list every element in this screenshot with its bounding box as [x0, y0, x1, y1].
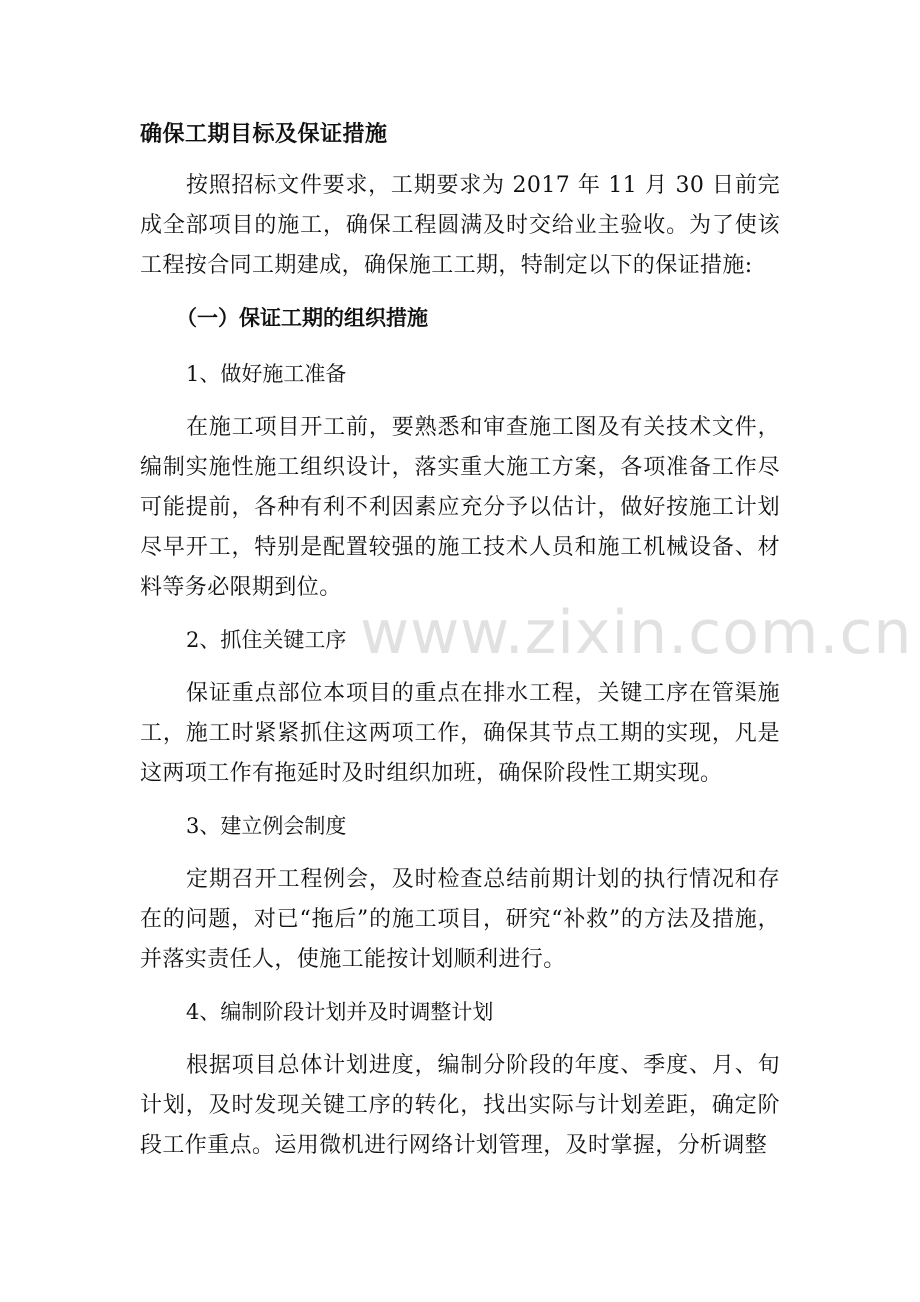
item-body-3: 定期召开工程例会，及时检查总结前期计划的执行情况和存在的问题，对已“拖后”的施工项目，研究“补救”的方法及措施，并落实责任人，使施工能按计划顺利进行。 [140, 867, 780, 972]
item-body-1: 在施工项目开工前，要熟悉和审查施工图及有关技术文件，编制实施性施工组织设计，落实重大施工方案，各项准备工作尽可能提前，各种有利不利因素应充分予以估计，做好按施工计划尽早开工，特别是配置较强的施工技术人员和施工机械设备、材料等务必限期到位。 [140, 415, 780, 600]
item-body-4: 根据项目总体计划进度，编制分阶段的年度、季度、月、旬计划，及时发现关键工序的转化，找出实际与计划差距，确定阶段工作重点。运用微机进行网络计划管理，及时掌握，分析调整 [140, 1053, 780, 1158]
item-heading-4: 4、编制阶段计划并及时调整计划 [186, 1000, 494, 1024]
item-heading-3: 3、建立例会制度 [186, 814, 347, 838]
section-heading: （一）保证工期的组织措施 [176, 306, 428, 330]
document-title: 确保工期目标及保证措施 [140, 122, 388, 147]
intro-paragraph: 按照招标文件要求，工期要求为 2017 年 11 月 30 日前完成全部项目的施工，确保工程圆满及时交给业主验收。为了使该工程按合同工期建成，确保施工工期，特制定以下的保证措施: [140, 173, 780, 278]
item-body-2: 保证重点部位本项目的重点在排水工程，关键工序在管渠施工，施工时紧紧抓住这两项工作，确保其节点工期的实现，凡是这两项工作有拖延时及时组织加班，确保阶段性工期实现。 [140, 681, 780, 786]
item-heading-2: 2、抓住关键工序 [186, 628, 347, 652]
document-page [140, 112, 780, 1178]
item-heading-1: 1、做好施工准备 [186, 362, 347, 386]
watermark: www.zixin.com.cn [360, 598, 913, 668]
